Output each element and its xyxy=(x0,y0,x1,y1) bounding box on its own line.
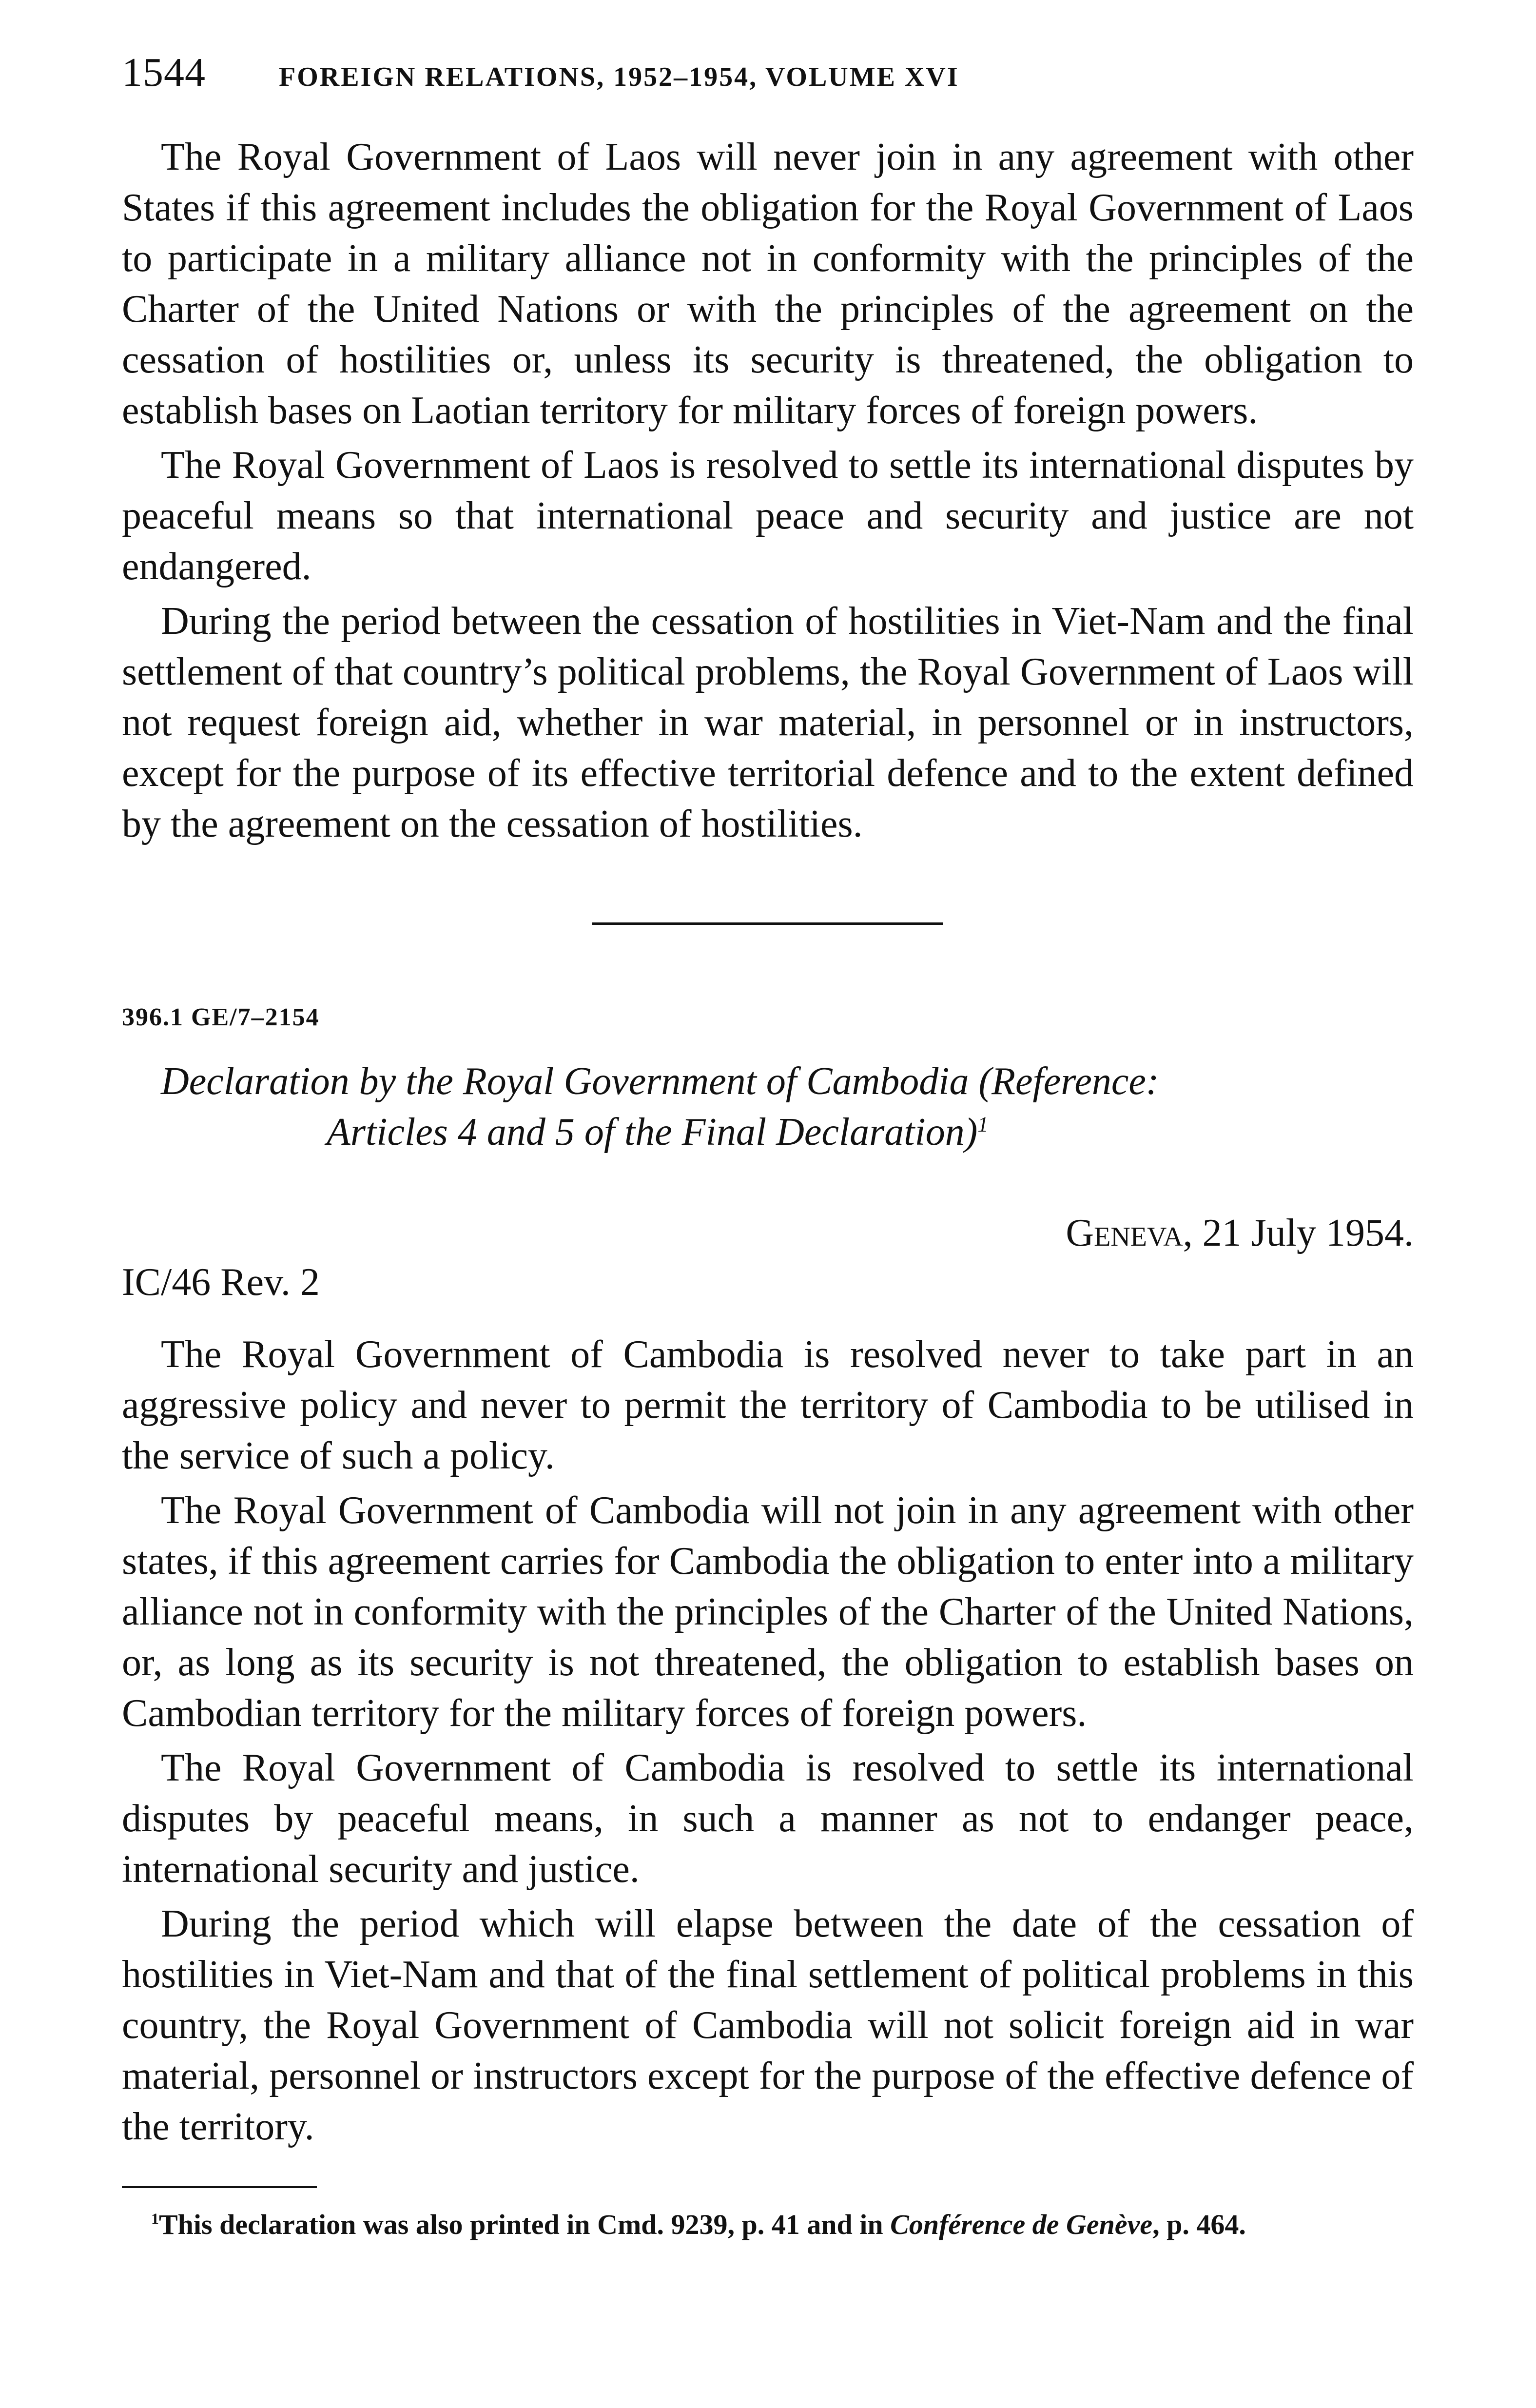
footnote-italic-title: Conférence de Genève xyxy=(890,2209,1153,2240)
footnote xyxy=(122,2205,1414,2244)
document-title xyxy=(122,1056,1414,1157)
page-number: 1544 xyxy=(122,50,206,95)
running-head xyxy=(122,49,1414,132)
footnote-marker: 1 xyxy=(977,1112,989,1136)
footnote-number: 1 xyxy=(151,2210,159,2228)
cambodia-declaration-text xyxy=(122,1329,1414,2152)
paragraph: During the period which will elapse between the date of the cessation of hostilities in Viet-Nam and that of the final settlement of political problems in this country, the Royal Government of Cambodia will not solicit foreign aid in war material, personnel or instructors except for the purpose of the effective defence of the territory. xyxy=(122,1902,1414,2148)
document-page xyxy=(122,49,1414,2244)
footnote-text-end: , p. 464. xyxy=(1152,2209,1246,2240)
paragraph: The Royal Government of Laos is resolved to settle its international disputes by peaceful means so that international peace and security and justice are not endangered. xyxy=(122,444,1414,588)
footnote-divider xyxy=(122,2186,317,2188)
paragraph: The Royal Government of Cambodia is resolved never to take part in an aggressive policy and never to permit the territory of Cambodia to be utilised in the service of such a policy. xyxy=(122,1333,1414,1477)
paragraph: The Royal Government of Cambodia will not join in any agreement with other states, if this agreement carries for Cambodia the obligation to enter into a military alliance not in conformity with the principles of the Charter of the United Nations, or, as long as its security is not threatened, the obligation to establish bases on Cambodian territory for the military forces of foreign powers. xyxy=(122,1489,1414,1735)
place: Geneva xyxy=(1066,1212,1183,1254)
file-reference: 396.1 GE/7–2154 xyxy=(122,1003,320,1031)
paragraph: During the period between the cessation of hostilities in Viet-Nam and the final settlement of that country’s political problems, the Royal Government of Laos will not request foreign aid, whether in war material, in personnel or in instructors, except for the purpose of its effective territorial defence and to the extent defined by the agreement on the cessation of hostilities. xyxy=(122,600,1414,845)
document-title-line-1: Declaration by the Royal Government of Cambodia (Reference: xyxy=(161,1060,1159,1103)
place-date xyxy=(122,1211,1414,1255)
laos-declaration-text xyxy=(122,132,1414,849)
section-divider xyxy=(592,922,943,925)
date: , 21 July 1954. xyxy=(1183,1212,1414,1254)
footnote-text: This declaration was also printed in Cmd. 9239, p. 41 and in xyxy=(158,2209,891,2240)
document-code: IC/46 Rev. 2 xyxy=(122,1261,320,1304)
running-title: FOREIGN RELATIONS, 1952–1954, VOLUME XVI xyxy=(279,62,959,92)
document-title-line-2 xyxy=(161,1107,1414,1157)
paragraph: The Royal Government of Cambodia is resolved to settle its international disputes by peaceful means, in such a manner as not to endanger peace, international security and justice. xyxy=(122,1746,1414,1891)
paragraph: The Royal Government of Laos will never join in any agreement with other States if this agreement includes the obligation for the Royal Government of Laos to participate in a military alliance not in conformity with the principles of the Charter of the United Nations or with the principles of the agreement on the cessation of hostilities or, unless its security is threatened, the obligation to establish bases on Laotian territory for military forces of foreign powers. xyxy=(122,136,1414,432)
document-title-line-2-text: Articles 4 and 5 of the Final Declaration) xyxy=(327,1111,978,1154)
